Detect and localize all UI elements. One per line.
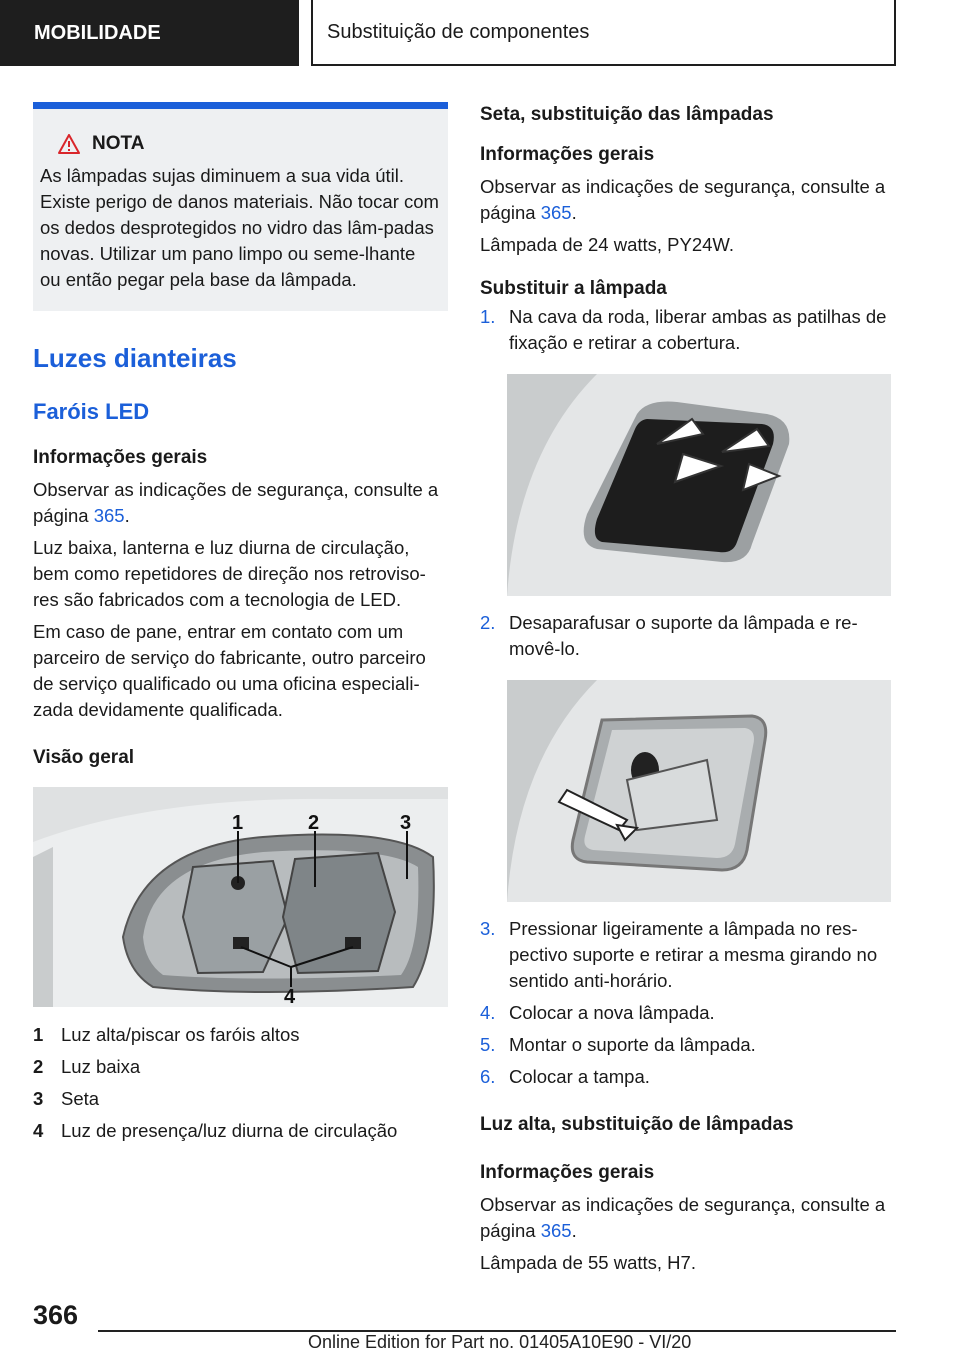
high-beam-heading: Luz alta, substituição de lâmpadas — [480, 1114, 794, 1135]
header-section: MOBILIDADE — [0, 0, 299, 66]
step-item: 2. Desaparafusar o suporte da lâmpada e re-movê-lo. — [480, 612, 858, 659]
bulb-spec: Lâmpada de 24 watts, PY24W. — [480, 234, 735, 255]
page-ref-link[interactable]: 365 — [540, 1220, 572, 1241]
legend-item: 2 Luz baixa — [33, 1056, 141, 1077]
subsection-title: Faróis LED — [33, 399, 150, 424]
legend-list — [33, 1019, 448, 1147]
service-paragraph: Em caso de pane, entrar em contato com um parceiro de serviço do fabricante, outro parceiro de serviço qualificado ou uma oficina especiali-zada devidamente qualificada. — [33, 621, 426, 720]
figure-label-3: 3 — [400, 812, 412, 834]
figure-label-1: 1 — [232, 812, 244, 834]
note-title: NOTA — [92, 133, 145, 154]
led-paragraph: Luz baixa, lanterna e luz diurna de circulação, bem como repetidores de direção nos retroviso-res são fabricados com a tecnologia de LED. — [33, 537, 426, 610]
step-item: 1. Na cava da roda, liberar ambas as patilhas de fixação e retirar a cobertura. — [480, 306, 887, 353]
info-heading: Informações gerais — [33, 447, 208, 468]
legend-item: 4 Luz de presença/luz diurna de circulação — [33, 1120, 398, 1141]
wheel-arch-cover-figure — [507, 374, 891, 596]
overview-heading: Visão geral — [33, 747, 135, 768]
right-column — [480, 102, 892, 1276]
replace-heading: Substituir a lâmpada — [480, 278, 667, 299]
step-item: 4. Colocar a nova lâmpada. — [480, 1002, 715, 1023]
left-column — [33, 102, 448, 1147]
legend-item: 1 Luz alta/piscar os faróis altos — [33, 1024, 300, 1045]
info-text-arrow: Observar as indicações de segurança, consulte a página 365. — [480, 176, 886, 223]
figure-label-2: 2 — [308, 812, 320, 834]
page-ref-link[interactable]: 365 — [93, 505, 125, 526]
info-text-high: Observar as indicações de segurança, consulte a página 365. — [480, 1194, 886, 1241]
section-title: Luzes dianteiras — [33, 343, 237, 373]
info-heading-high: Informações gerais — [480, 1162, 655, 1183]
note-header — [40, 131, 440, 157]
figure-label-4: 4 — [284, 986, 296, 1007]
page-ref-link[interactable]: 365 — [540, 202, 572, 223]
headlight-figure — [33, 787, 448, 1007]
info-text: Observar as indicações de segurança, consulte a página 365. — [33, 479, 439, 526]
footer-edition: Online Edition for Part no. 01405A10E90 - VI/20 — [308, 1332, 692, 1352]
step-item: 3. Pressionar ligeiramente a lâmpada no res-pectivo suporte e retirar a mesma girando no sentido anti-horário. — [480, 918, 878, 991]
arrow-heading: Seta, substituição das lâmpadas — [480, 104, 774, 125]
bulb-holder-figure — [507, 680, 891, 902]
note-box — [33, 102, 448, 311]
note-text: As lâmpadas sujas diminuem a sua vida útil. Existe perigo de danos materiais. Não tocar com os dedos desprotegidos no vidro das lâm-padas novas. Utilizar um pano limpo ou seme-lhante ou então pegar pela base da lâmpada. — [40, 165, 439, 290]
step-item: 6. Colocar a tampa. — [480, 1066, 650, 1087]
info-heading-arrow: Informações gerais — [480, 144, 655, 165]
warning-icon — [58, 134, 80, 154]
header-chapter: Substituição de componentes — [311, 0, 896, 66]
page-number: 366 — [33, 1300, 79, 1330]
legend-item: 3 Seta — [33, 1088, 100, 1109]
step-item: 5. Montar o suporte da lâmpada. — [480, 1034, 756, 1055]
steps-list — [480, 304, 892, 1090]
bulb-spec-high: Lâmpada de 55 watts, H7. — [480, 1252, 696, 1273]
